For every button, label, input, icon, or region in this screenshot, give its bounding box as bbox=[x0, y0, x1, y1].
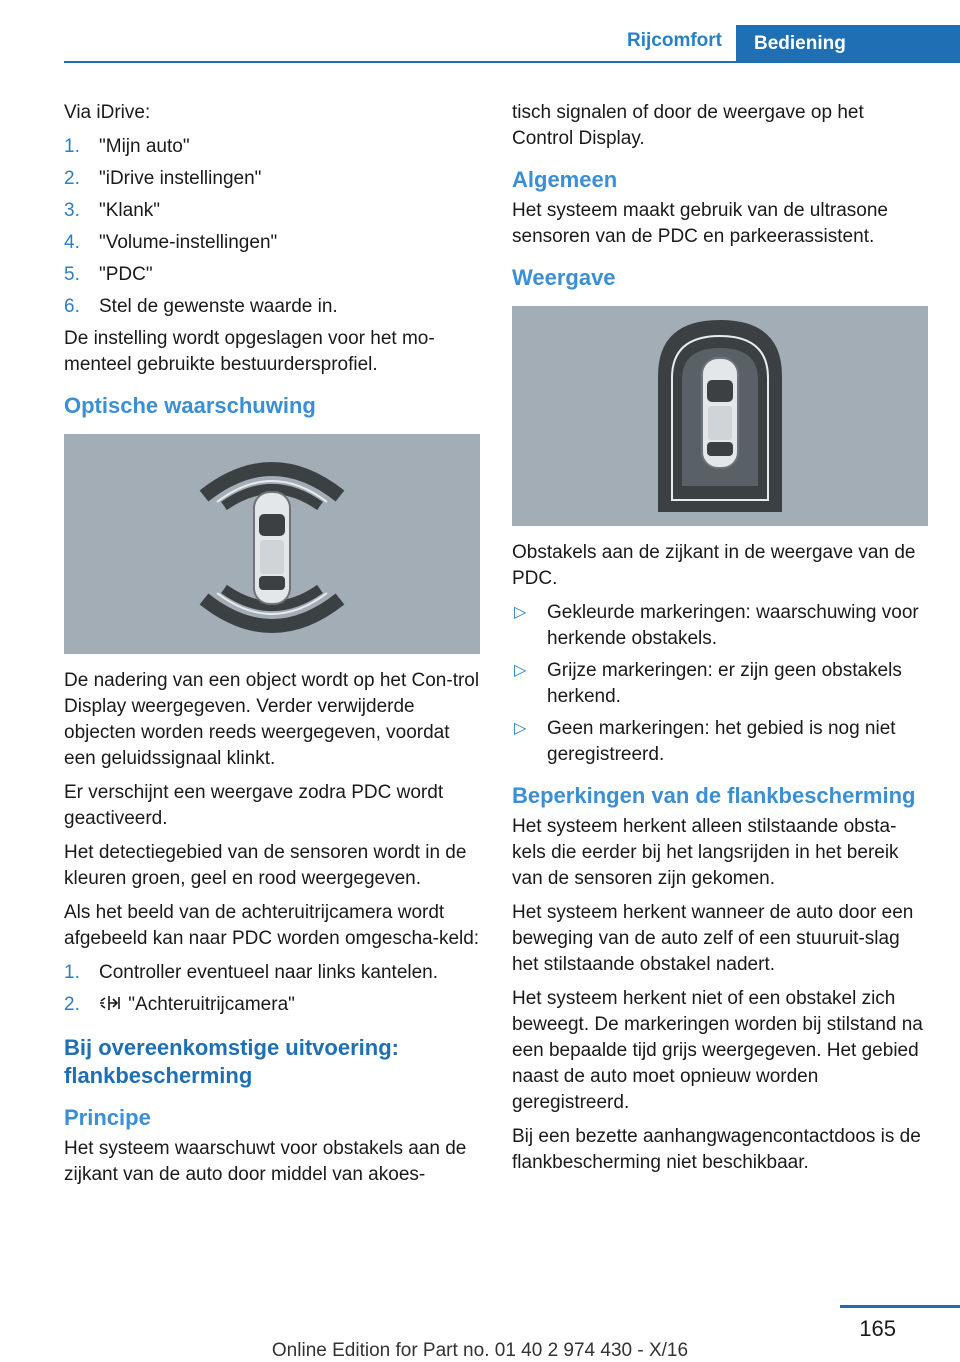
header-tab-rijcomfort: Rijcomfort bbox=[627, 30, 722, 51]
step-number: 1. bbox=[64, 136, 80, 157]
step-text: "Volume-instellingen" bbox=[99, 232, 278, 253]
list-item bbox=[64, 960, 480, 986]
marker-list bbox=[512, 600, 928, 768]
list-item bbox=[64, 198, 480, 224]
step-text: Stel de gewenste waarde in. bbox=[99, 296, 338, 317]
step-text: "PDC" bbox=[99, 264, 153, 285]
intro-text: Via iDrive: bbox=[64, 102, 151, 123]
list-item bbox=[64, 230, 480, 256]
paragraph-obstacles: Obstakels aan de zijkant in de weergave van de PDC. bbox=[512, 542, 916, 589]
pdc-car-illustration bbox=[64, 434, 480, 654]
list-item bbox=[512, 600, 928, 652]
page-number: 165 bbox=[859, 1316, 896, 1341]
bullet-text: Geen markeringen: het gebied is nog niet geregistreerd. bbox=[547, 718, 896, 765]
paragraph-limit-4: Bij een bezette aanhangwagencontactdoos is de flankbescherming niet beschikbaar. bbox=[512, 1126, 921, 1173]
heading-display: Weergave bbox=[512, 265, 616, 290]
list-item bbox=[64, 262, 480, 288]
list-item bbox=[64, 166, 480, 192]
header-rule bbox=[64, 61, 960, 63]
list-item bbox=[64, 134, 480, 160]
right-column bbox=[512, 100, 928, 1184]
edition-footer: Online Edition for Part no. 01 40 2 974 430 - X/16 bbox=[271, 1340, 689, 1361]
paragraph-detection: Het detectiegebied van de sensoren wordt in de kleuren groen, geel en rood weergegeven. bbox=[64, 842, 467, 889]
list-item bbox=[512, 716, 928, 768]
step-text: "Mijn auto" bbox=[99, 136, 190, 157]
triangle-right-icon: ▷ bbox=[514, 604, 527, 621]
list-item bbox=[64, 294, 480, 320]
step-text: Controller eventueel naar links kantelen. bbox=[99, 962, 439, 983]
step-number: 2. bbox=[64, 168, 80, 189]
heading-optical-warning: Optische waarschuwing bbox=[64, 393, 316, 418]
pdc-display-figure bbox=[64, 434, 480, 654]
step-number: 1. bbox=[64, 962, 80, 983]
flank-display-figure bbox=[512, 306, 928, 526]
list-item bbox=[512, 658, 928, 710]
paragraph-camera: Als het beeld van de achteruitrijcamera wordt afgebeeld kan naar PDC worden omgescha-keld: bbox=[64, 902, 480, 949]
paragraph-approach: De nadering van een object wordt op het Con-trol Display weergegeven. Verder verwijderde objecten worden reeds weergegeven, voordat een geluidssignaal klinkt. bbox=[64, 670, 480, 769]
step-number: 4. bbox=[64, 232, 80, 253]
step-number: 5. bbox=[64, 264, 80, 285]
paragraph-general: Het systeem maakt gebruik van de ultrasone sensoren van de PDC en parkeerassistent. bbox=[512, 200, 888, 247]
rear-camera-icon bbox=[99, 994, 123, 1020]
list-item bbox=[64, 992, 480, 1020]
heading-flank-protection: Bij overeenkomstige uitvoering: flankbescherming bbox=[64, 1035, 399, 1088]
triangle-right-icon: ▷ bbox=[514, 662, 527, 679]
paragraph-appears: Er verschijnt een weergave zodra PDC wordt geactiveerd. bbox=[64, 782, 444, 829]
step-text: "Klank" bbox=[99, 200, 161, 221]
paragraph-continue: tisch signalen of door de weergave op het Control Display. bbox=[512, 102, 864, 149]
bullet-text: Gekleurde markeringen: waarschuwing voor herkende obstakels. bbox=[547, 602, 919, 649]
header-tab-bediening: Bediening bbox=[736, 25, 960, 63]
step-number: 3. bbox=[64, 200, 80, 221]
step-text: "Achteruitrijcamera" bbox=[128, 994, 295, 1015]
paragraph-limit-3: Het systeem herkent niet of een obstakel zich beweegt. De markeringen worden bij stilstand na een bepaalde tijd grijs weergegeven. Het gebied naast de auto moet opnieuw worden geregistreerd. bbox=[512, 988, 923, 1113]
left-column bbox=[64, 100, 480, 1196]
step-number: 6. bbox=[64, 296, 80, 317]
heading-principle: Principe bbox=[64, 1105, 151, 1130]
paragraph-limit-1: Het systeem herkent alleen stilstaande obsta-kels die eerder bij het langsrijden in het bereik van de sensoren zijn gekomen. bbox=[512, 816, 899, 889]
heading-limitations: Beperkingen van de flankbescherming bbox=[512, 783, 916, 808]
triangle-right-icon: ▷ bbox=[514, 720, 527, 737]
camera-steps bbox=[64, 960, 480, 1020]
saved-note: De instelling wordt opgeslagen voor het mo-menteel gebruikte bestuurdersprofiel. bbox=[64, 328, 435, 375]
paragraph-limit-2: Het systeem herkent wanneer de auto door een beweging van de auto zelf of een stuuruit-slag het stilstaande obstakel nadert. bbox=[512, 902, 914, 975]
step-text: "iDrive instellingen" bbox=[99, 168, 262, 189]
heading-general: Algemeen bbox=[512, 167, 618, 192]
flank-car-illustration bbox=[512, 306, 928, 526]
footer-rule bbox=[840, 1305, 960, 1308]
paragraph-principle: Het systeem waarschuwt voor obstakels aan de zijkant van de auto door middel van akoes- bbox=[64, 1138, 467, 1185]
idrive-steps bbox=[64, 134, 480, 320]
step-number: 2. bbox=[64, 994, 80, 1015]
bullet-text: Grijze markeringen: er zijn geen obstakels herkend. bbox=[547, 660, 902, 707]
